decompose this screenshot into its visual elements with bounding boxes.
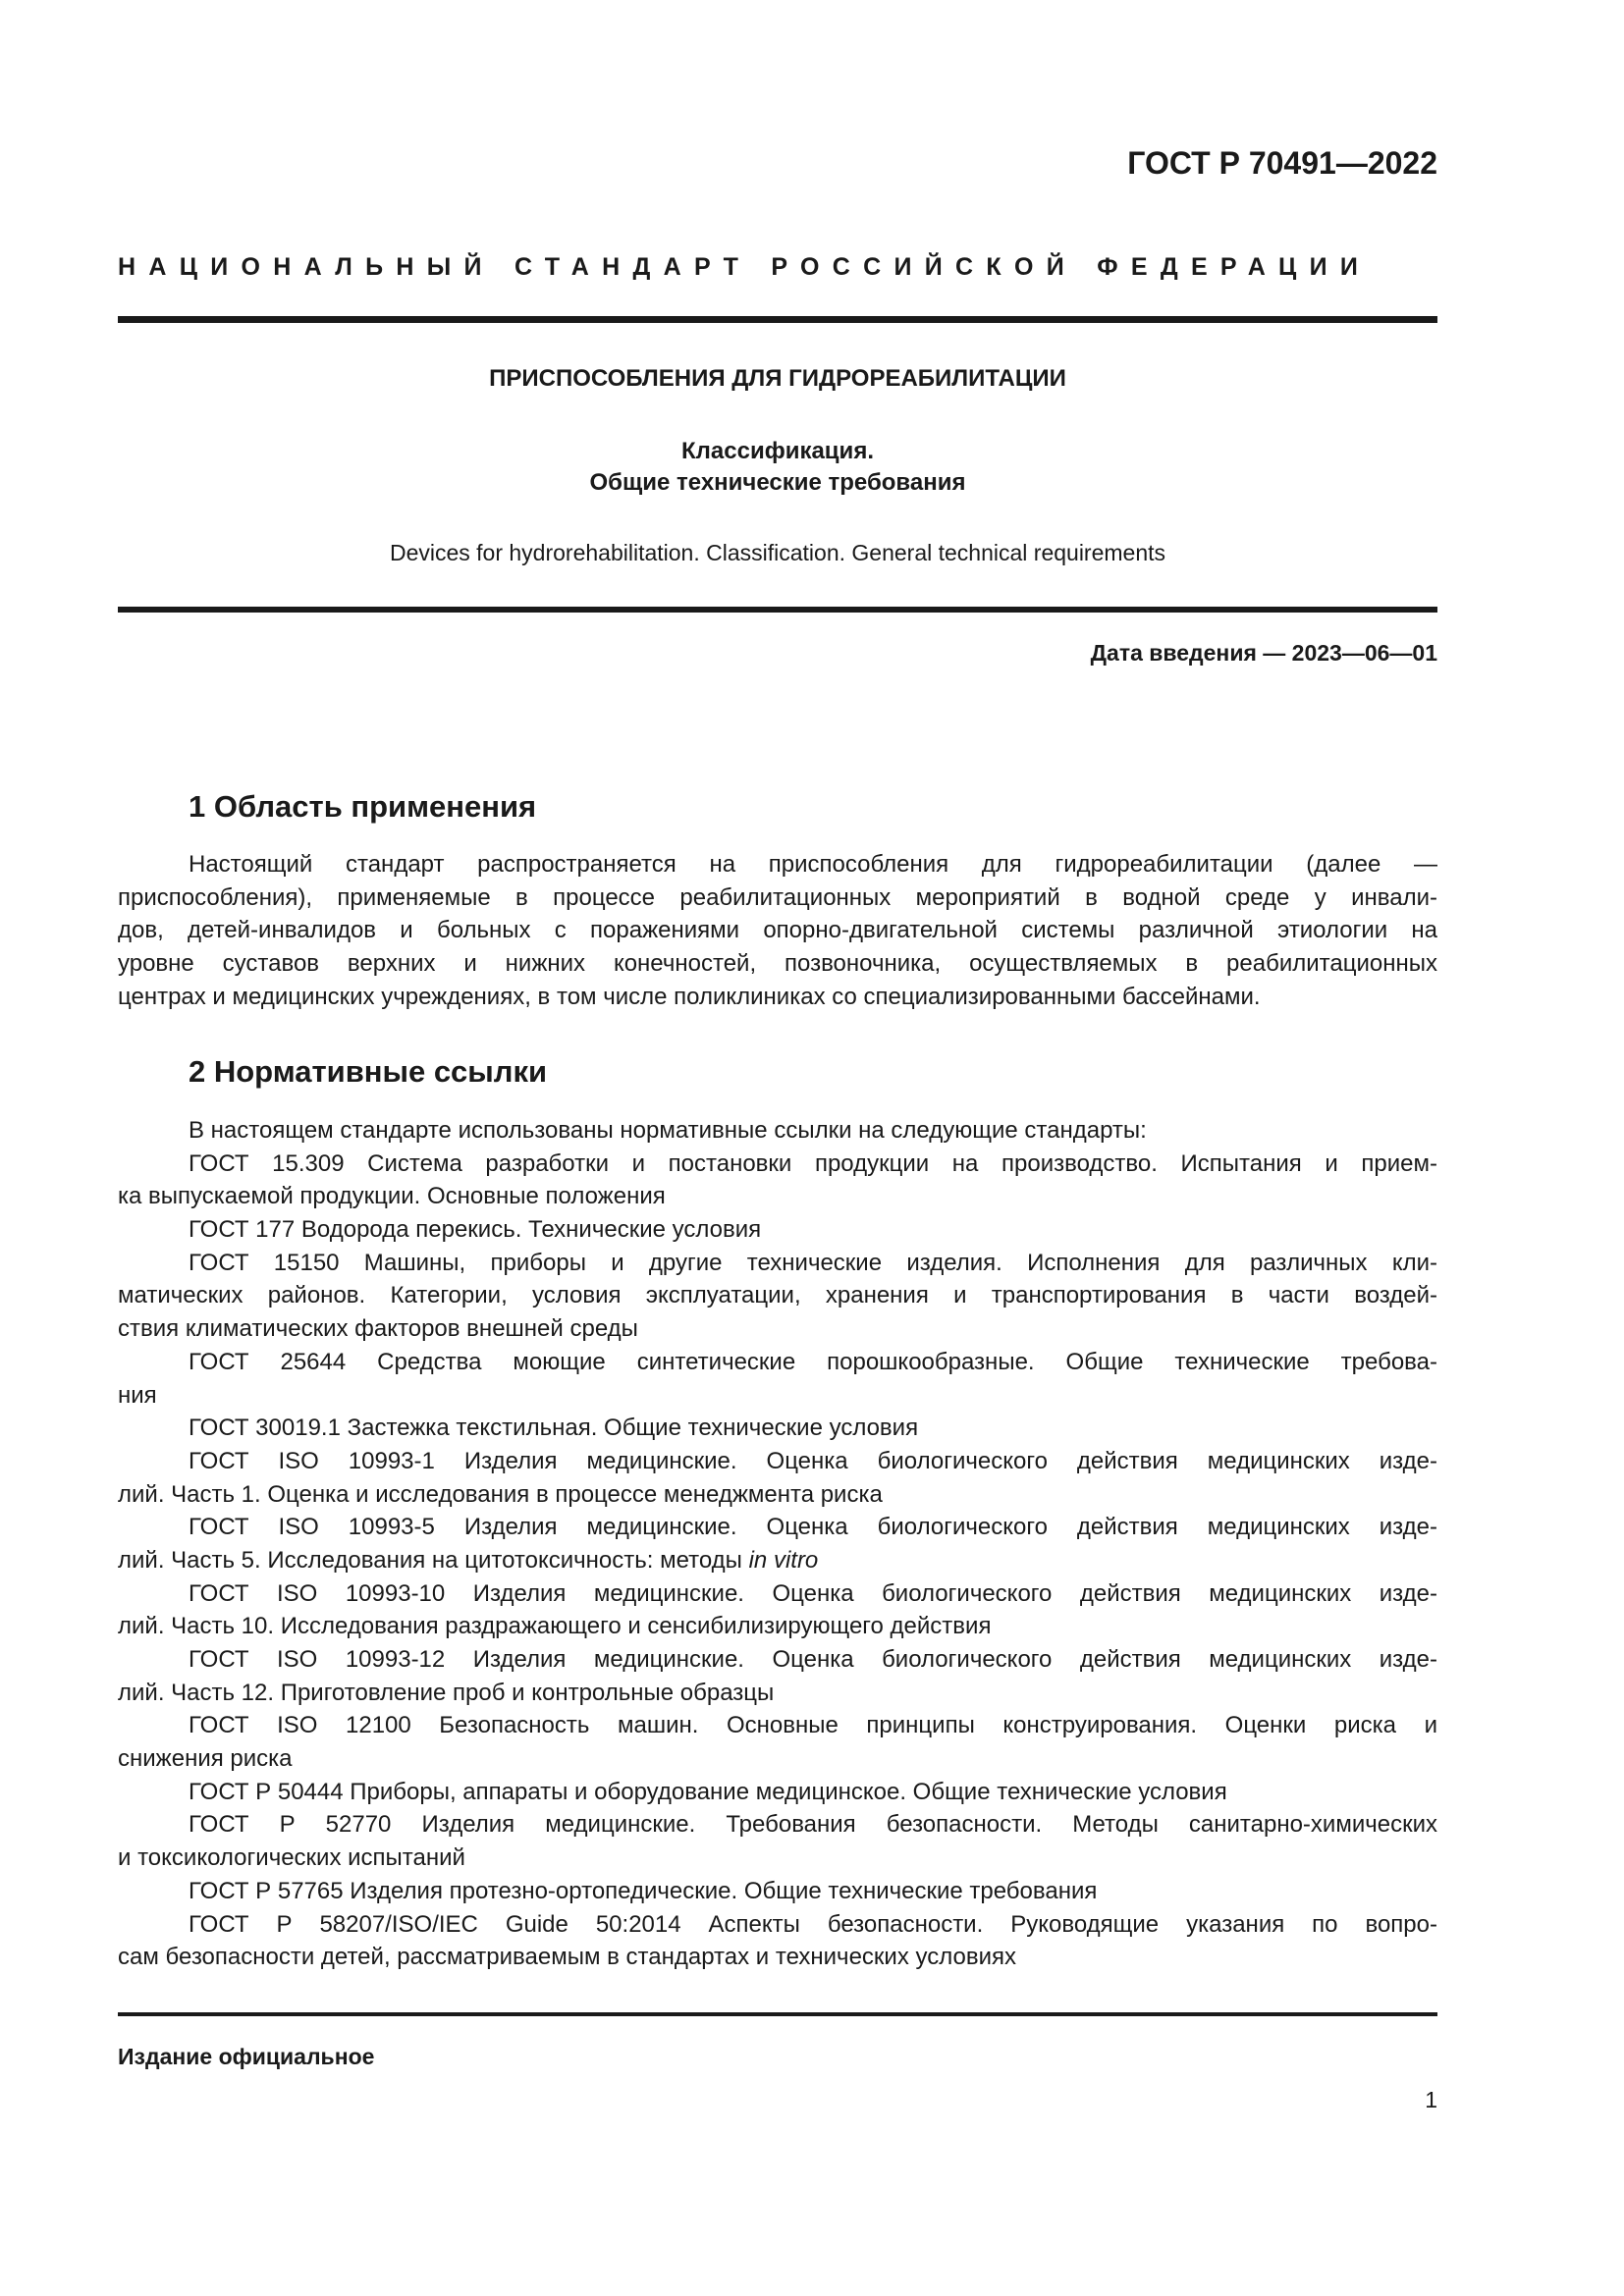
section-1-paragraph	[118, 848, 1437, 1013]
reference-line: ГОСТ ISO 10993-12 Изделия медицинские. Оценка биологического действия медицинских изде-	[189, 1646, 1437, 1673]
text-line: приспособления), применяемые в процессе реабилитационных мероприятий в водной среде у инвали-	[118, 883, 1437, 911]
official-edition-label: Издание официальное	[118, 2044, 375, 2069]
document-subtitle-1: Классификация.	[681, 438, 874, 464]
text-line: центрах и медицинских учреждениях, в том числе поликлиниках со специализированными бассейнами.	[118, 983, 1261, 1010]
reference-line: ГОСТ ISO 12100 Безопасность машин. Основные принципы конструирования. Оценки риска и	[189, 1712, 1437, 1739]
normative-references-list	[118, 1114, 1437, 1974]
reference-line: ГОСТ 177 Водорода перекись. Технические условия	[189, 1216, 762, 1244]
reference-line: ГОСТ 15.309 Система разработки и постановки продукции на производство. Испытания и прием-	[189, 1149, 1437, 1177]
reference-line: ГОСТ 15150 Машины, приборы и другие технические изделия. Исполнения для различных кли-	[189, 1249, 1437, 1276]
reference-line: ГОСТ Р 58207/ISO/IEC Guide 50:2014 Аспекты безопасности. Руководящие указания по вопро-	[189, 1910, 1437, 1938]
document-number: ГОСТ Р 70491—2022	[1127, 145, 1437, 181]
reference-line: ГОСТ Р 57765 Изделия протезно-ортопедические. Общие технические требования	[189, 1877, 1098, 1904]
reference-line: ГОСТ 30019.1 Застежка текстильная. Общие технические условия	[189, 1415, 919, 1442]
page-number: 1	[1425, 2087, 1437, 2112]
reference-line: ствия климатических факторов внешней среды	[118, 1315, 638, 1343]
reference-line: лий. Часть 5. Исследования на цитотоксичность: методы in vitro	[118, 1546, 819, 1574]
text-line: дов, детей-инвалидов и больных с поражениями опорно-двигательной системы различной этиологии на	[118, 917, 1437, 944]
reference-line: сам безопасности детей, рассматриваемым в стандартах и технических условиях	[118, 1944, 1016, 1971]
italic-term: in vitro	[748, 1546, 819, 1574]
reference-line: ка выпускаемой продукции. Основные положения	[118, 1183, 666, 1210]
section-1-heading: 1 Область применения	[189, 789, 537, 824]
document-title: ПРИСПОСОБЛЕНИЯ ДЛЯ ГИДРОРЕАБИЛИТАЦИИ	[489, 365, 1066, 392]
footer-divider	[118, 2012, 1437, 2016]
top-divider	[118, 316, 1437, 323]
reference-line: матических районов. Категории, условия эксплуатации, хранения и транспортирования в части воздей-	[118, 1282, 1437, 1309]
reference-line: снижения риска	[118, 1745, 293, 1773]
introduction-date: Дата введения — 2023—06—01	[1090, 640, 1437, 666]
document-subtitle-2: Общие технические требования	[589, 469, 966, 496]
title-divider	[118, 607, 1437, 613]
reference-line: лий. Часть 10. Исследования раздражающего и сенсибилизирующего действия	[118, 1613, 992, 1640]
reference-line: и токсикологических испытаний	[118, 1844, 465, 1872]
national-standard-caption: НАЦИОНАЛЬНЫЙ СТАНДАРТ РОССИЙСКОЙ ФЕДЕРАЦИИ	[118, 253, 1372, 281]
text-line: уровне суставов верхних и нижних конечностей, позвоночника, осуществляемых в реабилитационных	[118, 950, 1437, 978]
reference-line: ГОСТ Р 52770 Изделия медицинские. Требования безопасности. Методы санитарно-химических	[189, 1811, 1437, 1839]
text-line: В настоящем стандарте использованы нормативные ссылки на следующие стандарты:	[189, 1117, 1147, 1144]
reference-line: ГОСТ ISO 10993-10 Изделия медицинские. Оценка биологического действия медицинских изде-	[189, 1579, 1437, 1607]
section-2-heading: 2 Нормативные ссылки	[189, 1054, 548, 1089]
reference-line: лий. Часть 12. Приготовление проб и контрольные образцы	[118, 1679, 775, 1706]
english-title: Devices for hydrorehabilitation. Classification. General technical requirements	[389, 540, 1166, 565]
text-line: Настоящий стандарт распространяется на приспособления для гидрореабилитации (далее —	[189, 851, 1437, 878]
reference-line: ГОСТ ISO 10993-5 Изделия медицинские. Оценка биологического действия медицинских изде-	[189, 1514, 1437, 1541]
reference-line: лий. Часть 1. Оценка и исследования в процессе менеджмента риска	[118, 1480, 883, 1508]
reference-line: ГОСТ ISO 10993-1 Изделия медицинские. Оценка биологического действия медицинских изде-	[189, 1447, 1437, 1474]
reference-line: ГОСТ 25644 Средства моющие синтетические порошкообразные. Общие технические требова-	[189, 1348, 1437, 1375]
reference-line: ния	[118, 1381, 157, 1409]
reference-line: ГОСТ Р 50444 Приборы, аппараты и оборудование медицинское. Общие технические условия	[189, 1778, 1227, 1805]
